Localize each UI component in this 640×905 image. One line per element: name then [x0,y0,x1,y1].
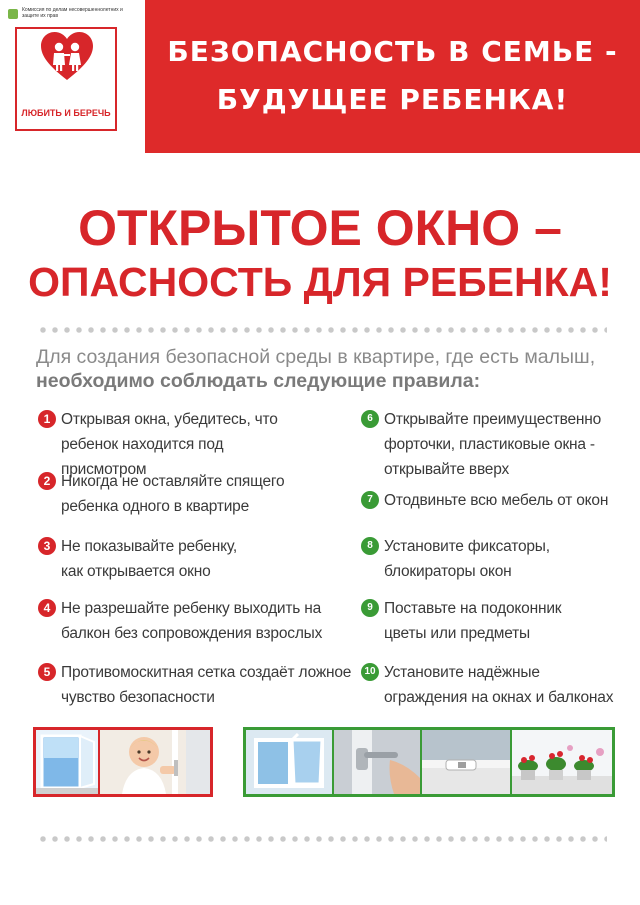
header-title [145,28,640,124]
handle-lock-icon [334,730,420,794]
page-title-line2: ОПАСНОСТЬ ДЛЯ РЕБЕНКА! [28,259,612,305]
rule-number-badge: 1 [38,410,56,428]
flowers-on-sill-photo [512,730,612,794]
blocker-icon [422,730,510,794]
tilt-window-icon [246,730,332,794]
rule-number-badge: 8 [361,537,379,555]
dotted-divider-top [37,327,607,333]
header-logo-panel [0,0,145,153]
rule-number-badge: 5 [38,663,56,681]
rule-text: Установите надёжные ограждения на окнах и балконах [384,664,614,706]
rule-number-badge: 3 [38,537,56,555]
safety-photo-strip [243,727,615,797]
baby-at-window-photo [100,730,210,794]
intro-text [36,345,616,393]
rule-number-badge: 4 [38,599,56,617]
dotted-divider-bottom [37,836,607,842]
rule-number-badge: 2 [38,472,56,490]
commission-emblem-icon [8,9,18,19]
header-title-line1: БЕЗОПАСНОСТЬ В СЕМЬЕ - [167,35,618,68]
rule-text: Отодвиньте всю мебель от окон [384,492,609,509]
baby-icon [100,730,210,794]
window-blocker-photo [422,730,510,794]
header-banner [145,0,640,153]
flowers-icon [512,730,612,794]
logo [15,27,117,131]
rule-text: Не разрешайте ребенку выходить на балкон без сопровождения взрослых [61,600,323,642]
page-title [0,200,640,308]
rule-number-badge: 10 [361,663,379,681]
rule-text: Открывая окна, убедитесь, что ребенок находится под присмотром [61,411,278,478]
tilt-window-photo [246,730,332,794]
intro-line1: Для создания безопасной среды в квартире, где есть малыш, [36,346,596,368]
rule-text: Открывайте преимущественно форточки, пластиковые окна - открывайте вверх [384,411,602,478]
danger-photo-strip [33,727,213,797]
rule-text: Установите фиксаторы, блокираторы окон [384,538,550,580]
rule-number-badge: 7 [361,491,379,509]
rule-text: Поставьте на подоконник цветы или предметы [384,600,562,642]
intro-line2: необходимо соблюдать следующие правила: [36,370,481,392]
window-handle-lock-photo [334,730,420,794]
logo-caption: ЛЮБИТЬ И БЕРЕЧЬ [21,108,111,118]
rule-number-badge: 9 [361,599,379,617]
heart-children-icon [41,32,93,82]
page-title-line1: ОТКРЫТОЕ ОКНО – [78,200,562,256]
commission-name: Комиссия по делам несовершеннолетних и защите их прав [22,7,123,19]
rule-number-badge: 6 [361,410,379,428]
rule-text: Не показывайте ребенку, как открывается окно [61,538,237,580]
open-window-icon [36,730,98,794]
rule-text: Никогда не оставляйте спящего ребенка одного в квартире [61,473,285,515]
open-window-photo [36,730,98,794]
header-title-line2: БУДУЩЕЕ РЕБЕНКА! [216,83,569,116]
rule-text: Противомоскитная сетка создаёт ложное чувство безопасности [61,664,352,706]
